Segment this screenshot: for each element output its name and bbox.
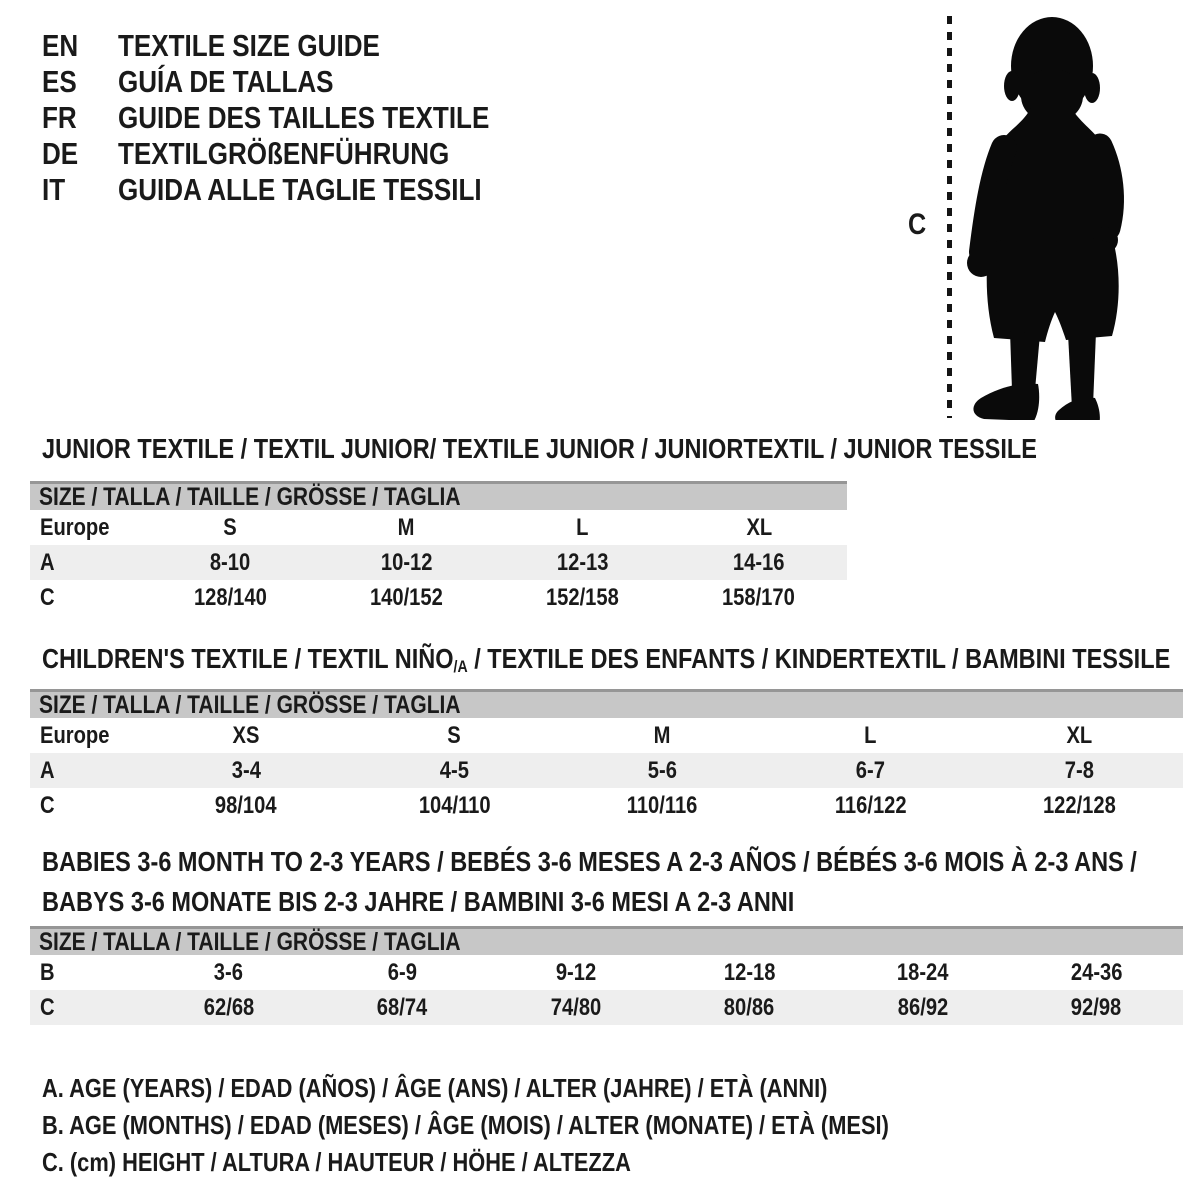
size-cell: L <box>864 721 877 749</box>
children-section-title: CHILDREN'S TEXTILE / TEXTIL $NIÑO_{/A}$ / TEXTILE DES ENFANTS / KINDERTEXTIL / BAMBINI TESSILE <box>42 643 1171 677</box>
table-row <box>30 545 847 580</box>
table-row <box>30 955 1183 990</box>
size-cell: S <box>223 513 237 541</box>
babies-section-title <box>42 842 1200 922</box>
lang-row-it <box>42 172 560 208</box>
age-cell: 10-12 <box>380 548 433 576</box>
lang-row-fr <box>42 100 560 136</box>
lang-row-de <box>42 136 560 172</box>
row-label: C <box>40 993 55 1021</box>
toddler-silhouette-icon <box>960 16 1148 420</box>
age-cell: 3-4 <box>231 756 261 784</box>
age-cell: 3-6 <box>214 958 244 986</box>
height-cell: 140/152 <box>369 583 443 611</box>
height-cell: 86/92 <box>897 993 948 1021</box>
row-label: B <box>40 958 55 986</box>
lang-code: ES <box>42 64 77 99</box>
lang-code: IT <box>42 172 66 207</box>
age-cell: 6-7 <box>856 756 886 784</box>
lang-row-en <box>42 28 560 64</box>
age-cell: 8-10 <box>209 548 251 576</box>
lang-title: TEXTILE SIZE GUIDE <box>118 28 380 63</box>
row-label: C <box>40 583 55 611</box>
table-row <box>30 788 1183 823</box>
age-cell: 9-12 <box>555 958 596 986</box>
age-cell: 6-9 <box>387 958 417 986</box>
age-cell: 5-6 <box>647 756 678 784</box>
age-cell: 14-16 <box>733 548 785 576</box>
size-cell: L <box>576 513 589 541</box>
lang-title: GUIDE DES TAILLES TEXTILE <box>118 100 490 135</box>
age-cell: 7-8 <box>1064 756 1094 784</box>
lang-row-es <box>42 64 560 100</box>
table-row <box>30 718 1183 753</box>
row-label: A <box>40 548 55 576</box>
legend-item-b: B. AGE (MONTHS) / EDAD (MESES) / ÂGE (MOIS) / ALTER (MONATE) / ETÀ (MESI) <box>42 1110 889 1140</box>
age-cell: 24-36 <box>1070 958 1123 986</box>
table-row <box>30 753 1183 788</box>
lang-title: GUIDA ALLE TAGLIE TESSILI <box>118 172 482 207</box>
height-cell: 68/74 <box>377 993 428 1021</box>
row-label: Europe <box>40 721 110 749</box>
height-cell: 74/80 <box>550 993 601 1021</box>
table-row <box>30 580 847 615</box>
table-row <box>30 510 847 545</box>
babies-title-line1: BABIES 3-6 MONTH TO 2-3 YEARS / BEBÉS 3-6 MESES A 2-3 AÑOS / BÉBÉS 3-6 MOIS À 2-3 ANS / <box>42 846 1137 877</box>
lang-code: EN <box>42 28 79 63</box>
size-cell: S <box>447 721 462 749</box>
children-table <box>30 689 1183 823</box>
language-header <box>42 28 560 208</box>
junior-section-title: JUNIOR TEXTILE / TEXTIL JUNIOR/ TEXTILE JUNIOR / JUNIORTEXTIL / JUNIOR TESSILE <box>42 433 1037 464</box>
legend-item-c: C. (cm) HEIGHT / ALTURA / HAUTEUR / HÖHE / ALTEZZA <box>42 1147 631 1177</box>
height-cell: 128/140 <box>193 583 267 611</box>
height-cell: 62/68 <box>203 993 254 1021</box>
babies-title-line2: BABYS 3-6 MONATE BIS 2-3 JAHRE / BAMBINI 3-6 MESI A 2-3 ANNI <box>42 886 795 917</box>
lang-code: FR <box>42 100 77 135</box>
legend-item-a: A. AGE (YEARS) / EDAD (AÑOS) / ÂGE (ANS) / ALTER (JAHRE) / ETÀ (ANNI) <box>42 1073 828 1103</box>
age-cell: 4-5 <box>439 756 469 784</box>
height-cell: 98/104 <box>215 791 277 819</box>
babies-size-header-bar: SIZE / TALLA / TAILLE / GRÖSSE / TAGLIA <box>30 926 1183 955</box>
babies-table <box>30 926 1183 1025</box>
row-label: Europe <box>40 513 110 541</box>
height-cell: 122/128 <box>1042 791 1116 819</box>
junior-size-header-bar: SIZE / TALLA / TAILLE / GRÖSSE / TAGLIA <box>30 481 847 510</box>
junior-table <box>30 481 847 615</box>
lang-title: TEXTILGRÖßENFÜHRUNG <box>118 136 450 171</box>
title-subscript: /A <box>453 657 468 677</box>
size-cell: M <box>397 513 415 541</box>
lang-code: DE <box>42 136 79 171</box>
height-cell: 104/110 <box>418 791 491 819</box>
lang-title: GUÍA DE TALLAS <box>118 64 334 99</box>
age-cell: 12-13 <box>556 548 609 576</box>
table-row <box>30 990 1183 1025</box>
height-cell: 92/98 <box>1071 993 1122 1021</box>
height-cell: 80/86 <box>724 993 775 1021</box>
row-label: C <box>40 791 55 819</box>
height-measure-dashed-line <box>947 16 952 418</box>
children-size-header-bar: SIZE / TALLA / TAILLE / GRÖSSE / TAGLIA <box>30 689 1183 718</box>
height-measure-label: C <box>908 208 927 241</box>
size-cell: XL <box>1066 721 1092 749</box>
legend <box>42 1070 1050 1181</box>
height-cell: 158/170 <box>722 583 796 611</box>
height-cell: 116/122 <box>834 791 907 819</box>
size-cell: M <box>654 721 671 749</box>
size-cell: XL <box>745 513 772 541</box>
height-cell: 110/116 <box>627 791 698 819</box>
size-cell: XS <box>232 721 260 749</box>
age-cell: 18-24 <box>896 958 949 986</box>
age-cell: 12-18 <box>723 958 776 986</box>
row-label: A <box>40 756 55 784</box>
height-cell: 152/158 <box>546 583 620 611</box>
